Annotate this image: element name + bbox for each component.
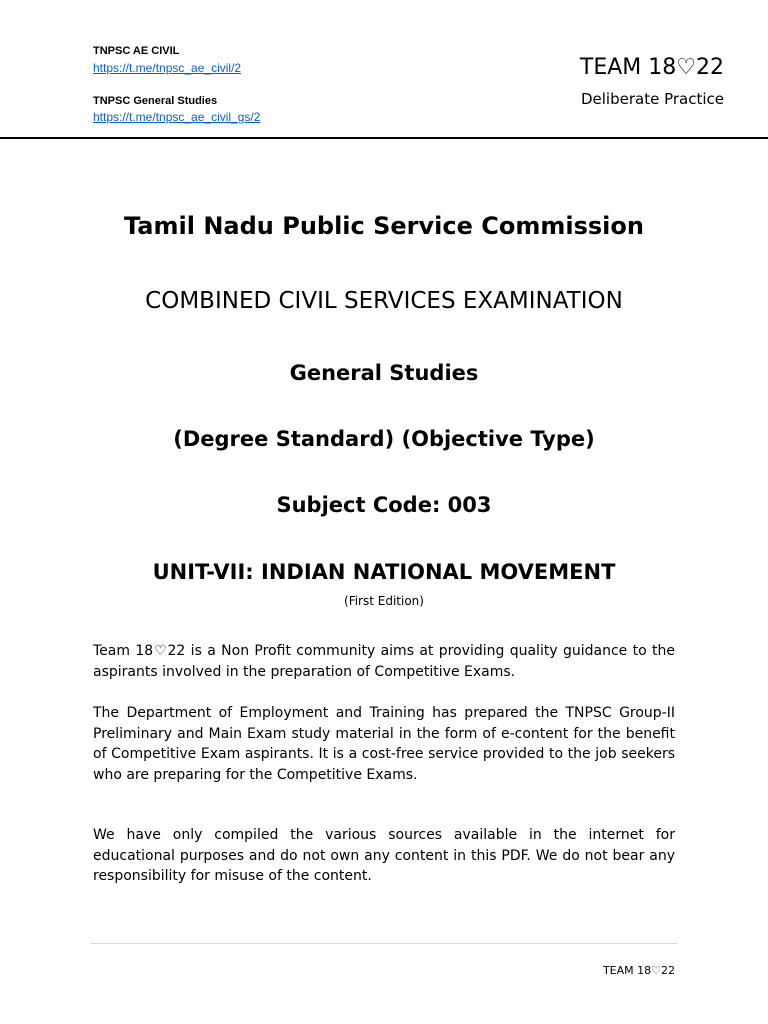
team-name: TEAM 18♡22	[579, 55, 724, 80]
unit-title: UNIT-VII: INDIAN NATIONAL MOVEMENT	[152, 560, 616, 584]
team-tagline: Deliberate Practice	[580, 90, 724, 108]
department-paragraph: The Department of Employment and Training has prepared the TNPSC Group-II Preliminary and Main Exam study material in the form of e-content for the benefit of Competitive Exam aspirants. It is a cost-free service provided to the job seekers who are preparing for the Competitive Exams.	[93, 705, 675, 784]
footer-divider	[90, 943, 678, 944]
footer-team-name: TEAM 18♡22	[602, 964, 675, 977]
disclaimer-paragraph: We have only compiled the various sources available in the internet for educational purposes and do not own any content in this PDF. We do not bear any responsibility for misuse of the content.	[93, 827, 675, 885]
subject-title: General Studies	[289, 361, 479, 385]
channel-2-link[interactable]: https://t.me/tnpsc_ae_civil_gs/2	[93, 110, 261, 124]
intro-paragraph: Team 18♡22 is a Non Profit community aims at providing quality guidance to the aspirants involved in the preparation of Competitive Exams.	[93, 643, 675, 680]
channel-1-link[interactable]: https://t.me/tnpsc_ae_civil/2	[93, 61, 242, 75]
organization-title: Tamil Nadu Public Service Commission	[124, 212, 644, 240]
channel-1-label: TNPSC AE CIVIL	[93, 45, 180, 57]
exam-title: COMBINED CIVIL SERVICES EXAMINATION	[145, 288, 623, 314]
edition-note: (First Edition)	[344, 594, 424, 608]
subject-code: Subject Code: 003	[276, 493, 492, 517]
header-divider	[0, 137, 768, 139]
standard-title: (Degree Standard) (Objective Type)	[173, 427, 595, 451]
channel-2-label: TNPSC General Studies	[93, 95, 218, 107]
